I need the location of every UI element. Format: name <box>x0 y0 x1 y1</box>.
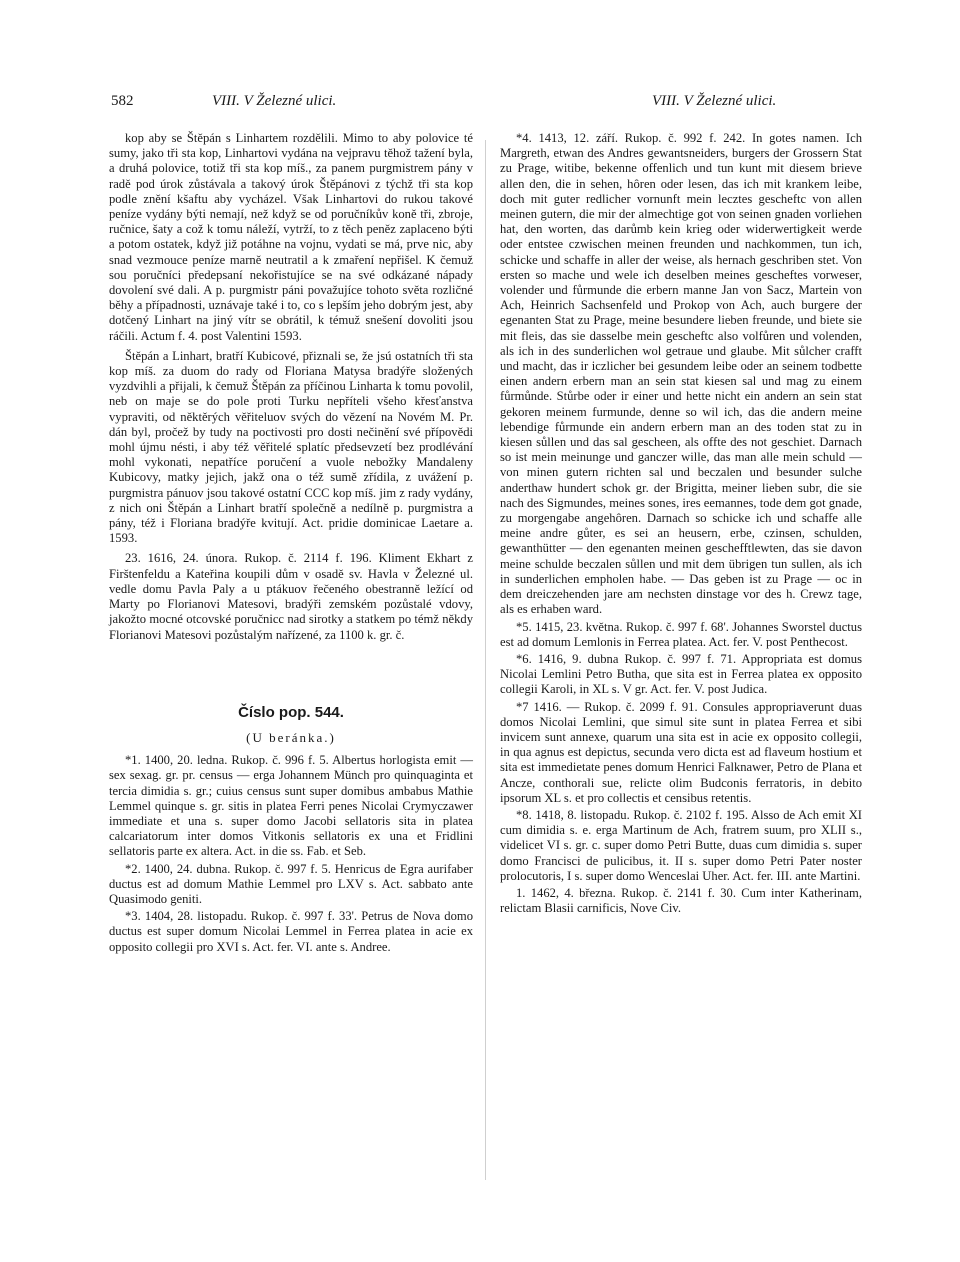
record-entry: 1. 1462, 4. března. Rukop. č. 2141 f. 30. Cum inter Katherinam, relictam Blasii carnificis, Nove Civ. <box>500 885 862 916</box>
record-entry: *7 1416. — Rukop. č. 2099 f. 91. Consules appropriaverunt duas domos Nicolai Lemlini, que simul site sunt in platea Ferrea et sibi invicem sunt annexe, quarum una sita est in acie ex opposito collegii, in qua agnus est depictus, secunda vero dicta est ad flaveum hostium et sita est immedietate penes domum Henrici Falknawer, Petro de Plana et Ancze, conthorali sue, relicte olim Budconis ferratoris, in debito ipsorum XL s. et pro collectis et censibus retentis. <box>500 699 862 805</box>
paragraph: Štěpán a Linhart, bratří Kubicové, přiznali se, že jsú ostatních tři sta kop míš. za duom do rady od Floriana Matysa bradýře složených vyzdvihli a přijali, k čemuž Štěpán za příčinou Linharta k tomu povolil, neb on maje se do pole proti Turku nepříteli všeho křesťanstva vypraviti, od něktěrých věřiteluov svých do vězení na Novém M. Pr. dán byl, pročež by tudy na poctivosti pro dosti nečinění své přípovědi mohl újmu nésti, i aby též věřitelé splatíc předsevzetí bez prodlévání mohl vykonati, nepatříce poručení a vuole nebožky Mandaleny Kubicovy, matky jejich, jakž ona o též sumě zřídila, z uvážení p. purgmistra pánuov jsou takové ostatní CCC kop míš. jim z rady vydány, z nich oni Štěpán a Linhart bratří společně a nedílně p. purgmistra a pány, též i Floriana bradýře kvitují. Act. pridie dominicae Laetare a. 1593. <box>109 348 473 546</box>
paragraph: kop aby se Štěpán s Linhartem rozdělili. Mimo to aby polovice té sumy, jako tři sta kop, Linhartovi vydána na vejpravu těhož tažení byla, a druhá polovice, totiž tři sta kop míš., za panem purgmistrem pány v radě pod úrok zůstávala a takový úrok Štěpánovi z týchž tři sta kop podle znění kšaftu aby vycházel. Však Linhartovi do rukou takové peníze vydány býti nemají, než když se od poručníkův koně tři, zbroje, ručnice, šaty a což k tomu náleží, vytrží, to z těch peněz zaplaceno býti a potom ostatek, když již potáhne na vojnu, vydati se má, prve nic, aby snad vezmouce peníze marně neutratil a k zmaření nepřišel. K čemuž sou poručníci předepsaní nekořistujíce se na své odkázané nápady dovolení své dali. A p. purgmistr páni považujíce tohoto světa rozličné běhy a případnosti, uznávaje také i to, co s lepším jeho dobrým jest, aby dotčený Linhart na jiný vítr se obrátil, k témuž snešení dovoliti jsou ráčili. Actum f. 4. post Valentini 1593. <box>109 131 473 343</box>
right-column <box>500 131 862 916</box>
section-subheading: (U beránka.) <box>246 729 336 745</box>
running-head-left: VIII. V Železné ulici. <box>212 93 337 109</box>
record-entry: *8. 1418, 8. listopadu. Rukop. č. 2102 f. 195. Alsso de Ach emit XI cum dimidia s. e. erga Martinum de Ach, fratrem suum, pro XLII s., videlicet VI s. gr. c. super domo Petri Butte, duas cum dimidia s. super domo Francisci de pulicibus, it. II s. super domo Petri Pater noster prolocutoris, I s. super domo Wenceslai Uher. Act. fer. III. ante Martini. <box>500 807 862 883</box>
paragraph: 23. 1616, 24. února. Rukop. č. 2114 f. 196. Kliment Ekhart z Firštenfeldu a Kateřina koupili dům v osadě sv. Havla v Železné ul. vedle domu Pavla Paly a u ptákuov řečeného obestranně ležící od Marty po Florianovi Matesovi, bradýři zemském pozůstalé vdovy, jakožto mocné otcovské poručnicc nad sirotky a statkem po témž někdy Florianovi Matesovi pozůstalým nařízené, za 1100 k. gr. č. <box>109 551 473 642</box>
record-entry: *5. 1415, 23. května. Rukop. č. 997 f. 68'. Johannes Sworstel ductus est ad domum Lemlonis in Ferrea platea. Act. fer. V. post Penthecost. <box>500 619 862 649</box>
column-divider <box>485 140 486 1180</box>
record-entry: *3. 1404, 28. listopadu. Rukop. č. 997 f. 33'. Petrus de Nova domo ductus est super domum Nicolai Lemmel in Ferrea platea in acie ex opposito collegii pro XVI s. Act. fer. VI. ante s. Andree. <box>109 909 473 954</box>
record-entry: *4. 1413, 12. září. Rukop. č. 992 f. 242. In gotes namen. Ich Margreth, etwan des Andres gewantsneiders, burgers der Grossern Stat zu Prage, witibe, bekenne offenlich und tun kunt mit diesem brieve allen den, die in sehen, hôren oder lesen, das ich mit krankem leibe, doch mit guter redlicher vornunft mein lecztes gescheftc von allen meinen gutern, die mir der almechtige got von seinen gnaden vorliehen hat, den worten, das darůmb kein krieg oder widerwertigkeit werde oder entstee czwischen meinen freunden und nachkommen, tun ich, schicke und schaffe in aller der weise, als hernach geschriben stet. Von ersten so mache und wele ich deselben meines gescheftes vorweser, volender und fůrmunde die erbern manne Jan von Sacz, Martein von Ach, Heinrich Sachsenfeld und Prokop von Ach, auch burgere der egenanten Stat zu Prage, meine besundere lieben freunde, und biete sie mit fleis, das sie dasselbe mein gescheftc also volfůren und volenden, als ich in des sunderlichen wol getraue und glaube. Mit sůlcher crafft und macht, das ir iczlicher bei gesundem leibe oder an seinem todbette einen andern erbern man an sein stat kiesen sal und mag zu einem fůrmůnde. Stůrbe oder ir einer und hette nicht ein andern an sein stat gekoren meinem furmunde, denne so wil ich, das die andern meine lebendige fůrmunde ein andern erbern man an des toden stat zu in kiesen sůllen und das sal gescheen, als offte des not geschiet. Darnach so ist mein meinunge und ganczer wille, das man alle mein schuld — von minen gutern richten sal und beczalen und besunder sulche anderthaw hundert schok gr. der Brigitta, meiner lieben subr, die sie nach des Sigmundes, meines sones, ires eemannes, tode dem got gnade, zu morgengabe angehôren. Darnach so schicke ich und schaffe alle meine andre gůter, es sei an heusern, erbe, czinsen, schulden, gewanthütter — den egenanten meinen geschefftlewten, das sie davon meine schulde beczalen sůllen und mit dem übrigen tun sullen, als ich in sunderlichen empholen habe. — Das geben ist zu Prage — oc in dem dreiczehenden jare am nechsten dinstage vor des h. Crewz tage, als es erhaben ward. <box>500 131 862 617</box>
record-entry: *2. 1400, 24. dubna. Rukop. č. 997 f. 5. Henricus de Egra aurifaber ductus est ad domum Mathie Lemmel pro LXV s. Act. sabbato ante Quasimodo geniti. <box>109 861 473 906</box>
section-heading: Číslo pop. 544. <box>238 703 344 721</box>
running-head-right: VIII. V Železné ulici. <box>652 93 777 109</box>
left-column <box>109 131 473 955</box>
record-entry: *1. 1400, 20. ledna. Rukop. č. 996 f. 5. Albertus horlogista emit — sex sexag. gr. pr. census — erga Johannem Münch pro quinquaginta et tercia dimidia s. gr.; cuius census sunt super domibus ambabus Mathie Lemmel quinque s. gr. sitis in platea Ferri penes Nicolai Crymyczawer immediate et una s. super domo Jacobi sellatoris sita in platea calcariatorum inter domos Vitkonis sellatoris ex una et Fridlini sellatoris parte ex altera. Act. in die ss. Fab. et Seb. <box>109 753 473 859</box>
page-number: 582 <box>111 93 134 109</box>
record-entry: *6. 1416, 9. dubna Rukop. č. 997 f. 71. Appropriata est domus Nicolai Lemlini Petro Butha, que sita est in Ferrea platea ex opposito collegii Karoli, in XL s. V gr. Act. fer. V. post Judica. <box>500 651 862 697</box>
